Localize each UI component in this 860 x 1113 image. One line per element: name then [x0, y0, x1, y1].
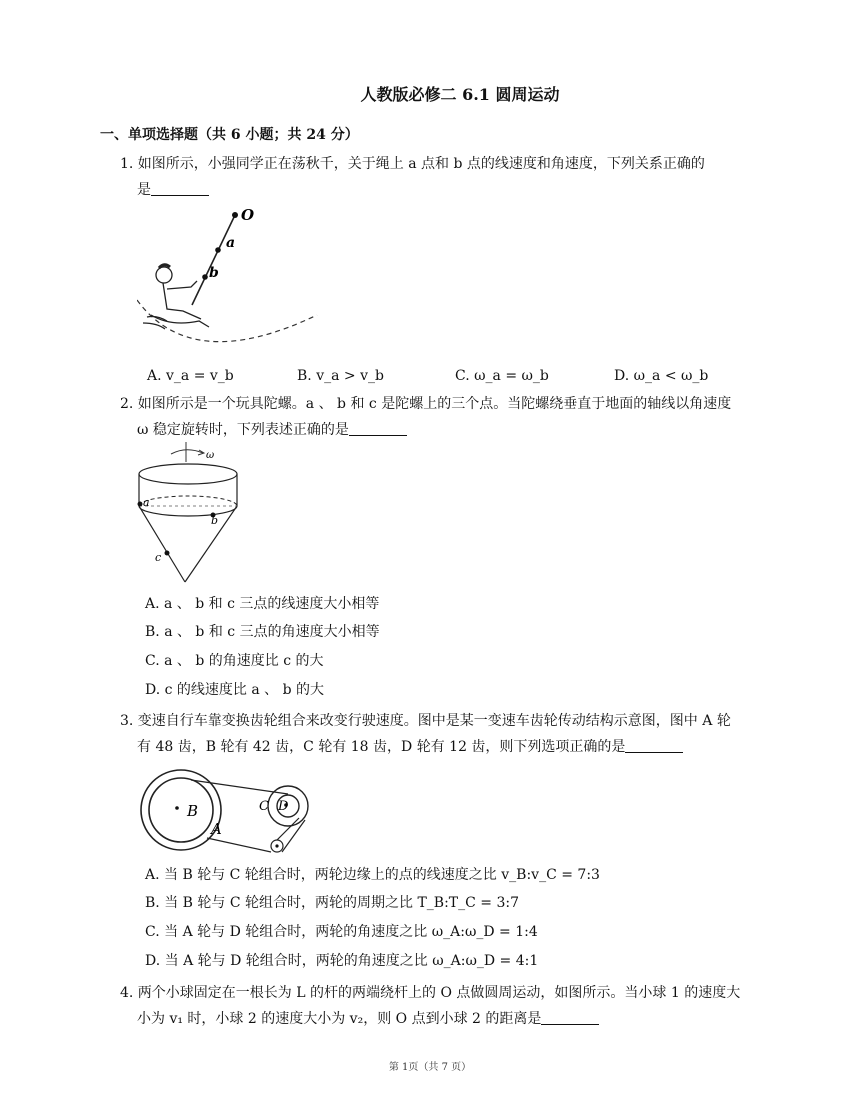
answer-blank	[151, 181, 209, 196]
answer-blank	[625, 738, 683, 753]
q3-option-d: D. 当 A 轮与 D 轮组合时，两轮的角速度之比 ω_A:ω_D = 4:1	[145, 953, 539, 969]
label-b: b	[211, 514, 219, 527]
q3-stem-line1: 3. 变速自行车靠变换齿轮组合来改变行驶速度。图中是某一变速车齿轮传动结构示意图，图中 A 轮	[120, 713, 731, 729]
label-b: b	[209, 265, 219, 281]
section-heading: 一、单项选择题（共 6 小题；共 24 分）	[100, 127, 359, 143]
q1-stem-line1: 1. 如图所示，小强同学正在荡秋千，关于绳上 a 点和 b 点的线速度和角速度，下列关系正确的	[120, 156, 705, 172]
q2-option-d: D. c 的线速度比 a 、 b 的大	[145, 682, 325, 698]
q2-stem-line2: ω 稳定旋转时，下列表述正确的是	[137, 420, 407, 440]
q1-option-a: A. v_a = v_b	[147, 368, 234, 384]
label-o: O	[241, 206, 255, 224]
q3-option-b: B. 当 B 轮与 C 轮组合时，两轮的周期之比 T_B:T_C = 3:7	[145, 895, 519, 911]
q2-option-a: A. a 、 b 和 c 三点的线速度大小相等	[145, 596, 380, 612]
page-title: 人教版必修二 6.1 圆周运动	[360, 85, 560, 104]
q4-stem-line2: 小为 v₁ 时，小球 2 的速度大小为 v₂，则 O 点到小球 2 的距离是	[137, 1009, 599, 1029]
gear-transmission-figure	[137, 768, 322, 858]
label-a: a	[143, 496, 150, 509]
label-a: a	[226, 235, 236, 251]
q2-option-c: C. a 、 b 的角速度比 c 的大	[145, 653, 324, 669]
q3-option-c: C. 当 A 轮与 D 轮组合时，两轮的角速度之比 ω_A:ω_D = 1:4	[145, 924, 538, 940]
page-footer: 第 1页（共 7 页）	[388, 1062, 472, 1073]
q2-option-b: B. a 、 b 和 c 三点的角速度大小相等	[145, 624, 380, 640]
q2-stem-line1: 2. 如图所示是一个玩具陀螺。a 、 b 和 c 是陀螺上的三个点。当陀螺绕垂直于地面的轴线以角速度	[120, 396, 732, 412]
label-b: B	[187, 802, 199, 820]
answer-blank	[541, 1010, 599, 1025]
q3-stem-line2: 有 48 齿，B 轮有 42 齿，C 轮有 18 齿，D 轮有 12 齿，则下列选项正确的是	[137, 737, 683, 757]
spinning-top-figure	[133, 442, 243, 587]
q1-stem-line2: 是	[137, 180, 209, 200]
q4-stem-line1: 4. 两个小球固定在一根长为 L 的杆的两端绕杆上的 O 点做圆周运动，如图所示。当小球 1 的速度大	[120, 985, 741, 1001]
label-a: A	[211, 820, 222, 838]
label-c: C	[259, 799, 269, 814]
label-d: D	[278, 799, 289, 814]
child-on-swing	[143, 265, 209, 329]
answer-blank	[349, 421, 407, 436]
q1-option-c: C. ω_a = ω_b	[455, 368, 549, 384]
q1-option-d: D. ω_a < ω_b	[614, 368, 709, 384]
q3-option-a: A. 当 B 轮与 C 轮组合时，两轮边缘上的点的线速度之比 v_B:v_C = 7:3	[145, 867, 600, 883]
q1-option-b: B. v_a > v_b	[297, 368, 384, 384]
swing-figure	[137, 205, 327, 355]
label-omega: ω	[206, 450, 215, 461]
label-c: c	[155, 551, 162, 564]
